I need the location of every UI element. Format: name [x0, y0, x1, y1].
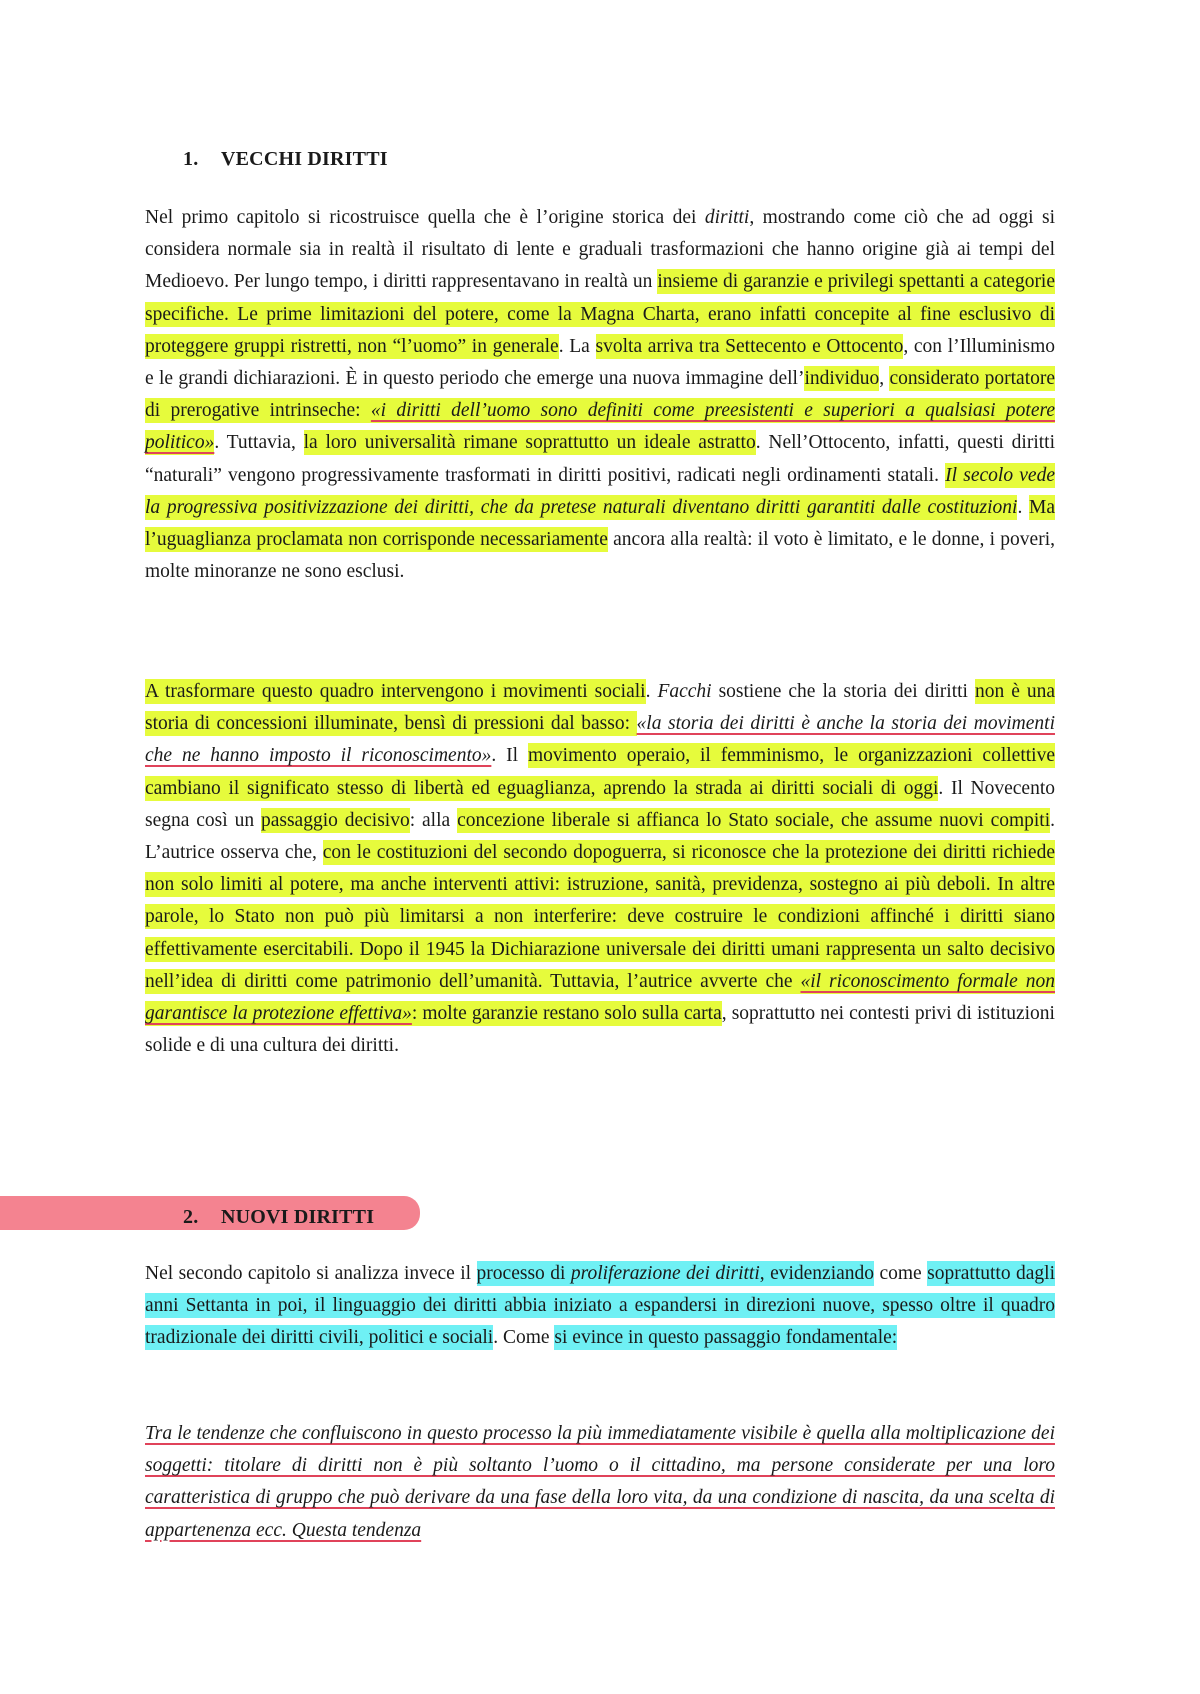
- highlighted-text-cyan: si evince in questo passaggio fondamentale:: [554, 1327, 898, 1349]
- text-run: . Nell’Ottocento, infatti, questi diritti “naturali” vengono progressivamente trasformati in diritti positivi, radicati negli ordinamenti statali.: [145, 432, 1055, 486]
- highlighted-text: insieme di garanzie e privilegi spettanti a categorie specifiche. Le prime limitazioni del potere, come la Magna Charta, erano infatti concepite al fine esclusivo di proteggere gruppi ristretti, non “l’uomo” in generale: [145, 271, 1056, 357]
- text-run: , mostrando come ciò che ad oggi si considera normale sia in realtà il risultato di lente e graduali trasformazioni che hanno origine già ai tempi del Medioevo. Per lungo tempo, i diritti rappresentavano in realtà un: [145, 207, 1055, 293]
- section1-paragraph-2: [145, 676, 1055, 1062]
- text-run-italic: Facchi: [657, 681, 712, 702]
- section1-paragraph-1: [145, 202, 1055, 588]
- highlighted-text-cyan: soprattutto dagli anni Settanta in poi, il linguaggio dei diritti abbia iniziato a espandersi in direzioni nuove, spesso oltre il quadro tradizionale dei diritti civili, politici e sociali: [145, 1263, 1056, 1349]
- highlighted-text: concezione liberale si affianca lo Stato sociale, che assume nuovi compiti: [457, 809, 1051, 831]
- highlighted-text: movimento operaio, il femminismo, le organizzazioni collettive cambiano il significato stesso di libertà ed eguaglianza, aprendo la strada ai diritti sociali di oggi: [145, 745, 1055, 799]
- text-run: . L’autrice osserva che,: [145, 809, 1056, 864]
- highlighted-text: non è una storia di concessioni illuminate, bensì di pressioni dal basso:: [145, 681, 1056, 735]
- underlined-quote: «il riconoscimento formale non garantisce la protezione effettiva»: [145, 970, 1055, 1025]
- highlighted-text-cyan: , evidenziando: [759, 1263, 875, 1284]
- section1-heading: [183, 148, 388, 171]
- underlined-quote: Tra le tendenze che confluiscono in questo processo la più immediatamente visibile è quella alla moltiplicazione dei soggetti: titolare di diritti non è più soltanto l’uomo o il cittadino, ma persone considerate per una loro caratteristica di gruppo che può derivare da una fase della loro vita, da una condizione di nascita, da una scelta di appartenenza ecc. Questa tendenza: [145, 1423, 1055, 1541]
- text-run: , soprattutto nei contesti privi di istituzioni solide e di una cultura dei diritti.: [145, 1003, 1055, 1057]
- text-run: : alla: [409, 809, 458, 831]
- text-run: , con l’Illuminismo e le grandi dichiarazioni. È in questo periodo che emerge una nuova immagine dell’: [145, 335, 1055, 390]
- highlighted-text: A trasformare questo quadro intervengono i movimenti sociali: [145, 681, 646, 702]
- highlighted-text-italic: Il secolo vede la progressiva positivizzazione dei diritti, che da pretese naturali diventano diritti garantiti dalle costituzioni: [145, 464, 1055, 518]
- text-run-italic: diritti: [704, 207, 750, 228]
- highlighted-text: svolta arriva tra Settecento e Ottocento: [595, 335, 904, 357]
- highlighted-text-cyan: processo di: [476, 1263, 571, 1284]
- text-run: . Tuttavia,: [214, 432, 304, 454]
- text-run: Nel primo capitolo si ricostruisce quella che è l’origine storica dei: [145, 207, 705, 228]
- underlined-quote: «la storia dei diritti è anche la storia dei movimenti che ne hanno imposto il riconoscimento»: [145, 713, 1055, 767]
- section1-title: VECCHI DIRITTI: [221, 148, 388, 170]
- text-run: ,: [879, 368, 890, 390]
- section2-number: 2.: [183, 1206, 199, 1228]
- underlined-quote: «i diritti dell’uomo sono definiti come preesistenti e superiori a qualsiasi potere politico»: [145, 400, 1055, 454]
- highlighted-text-cyan-italic: proliferazione dei diritti: [570, 1263, 760, 1284]
- text-run: come: [874, 1263, 928, 1284]
- text-run: .: [1017, 496, 1030, 518]
- section2-title: NUOVI DIRITTI: [221, 1206, 375, 1228]
- text-run: . La: [558, 335, 596, 357]
- text-run: Nel secondo capitolo si analizza invece il: [145, 1263, 477, 1284]
- highlighted-text: individuo: [804, 368, 880, 390]
- section2-heading: [183, 1206, 374, 1229]
- text-run: . Come: [493, 1327, 555, 1349]
- highlighted-text: considerato portatore di prerogative intrinseche:: [145, 368, 1056, 422]
- text-run: . Il Novecento segna così un: [145, 777, 1055, 831]
- text-run: sostiene che la storia dei diritti: [711, 681, 975, 702]
- text-run: ancora alla realtà: il voto è limitato, e le donne, i poveri, molte minoranze ne sono esclusi.: [145, 529, 1055, 583]
- highlighted-text: con le costituzioni del secondo dopoguerra, si riconosce che la protezione dei diritti richiede non solo limiti al potere, ma anche interventi attivi: istruzione, sanità, previdenza, sostegno ai più deboli. In altre parole, lo Stato non può più limitarsi a non interferire: deve costruire le condizioni affinché i diritti siano effettivamente esercitabili. Dopo il 1945 la Dichiarazione universale dei diritti umani rappresenta un salto decisivo nell’idea di diritti come patrimonio dell’umanità. Tuttavia, l’autrice avverte che: [145, 842, 1055, 992]
- highlighted-text: passaggio decisivo: [260, 809, 410, 831]
- highlighted-text: Ma l’uguaglianza proclamata non corrisponde necessariamente: [145, 496, 1056, 551]
- highlighted-text: : molte garanzie restano solo sulla carta: [411, 1003, 722, 1025]
- text-run: .: [645, 681, 658, 702]
- section2-paragraph-1: [145, 1258, 1055, 1355]
- section2-quote: [145, 1418, 1055, 1547]
- highlighted-text: la loro universalità rimane soprattutto un ideale astratto: [303, 432, 756, 454]
- section1-number: 1.: [183, 148, 199, 170]
- text-run: . Il: [491, 745, 528, 767]
